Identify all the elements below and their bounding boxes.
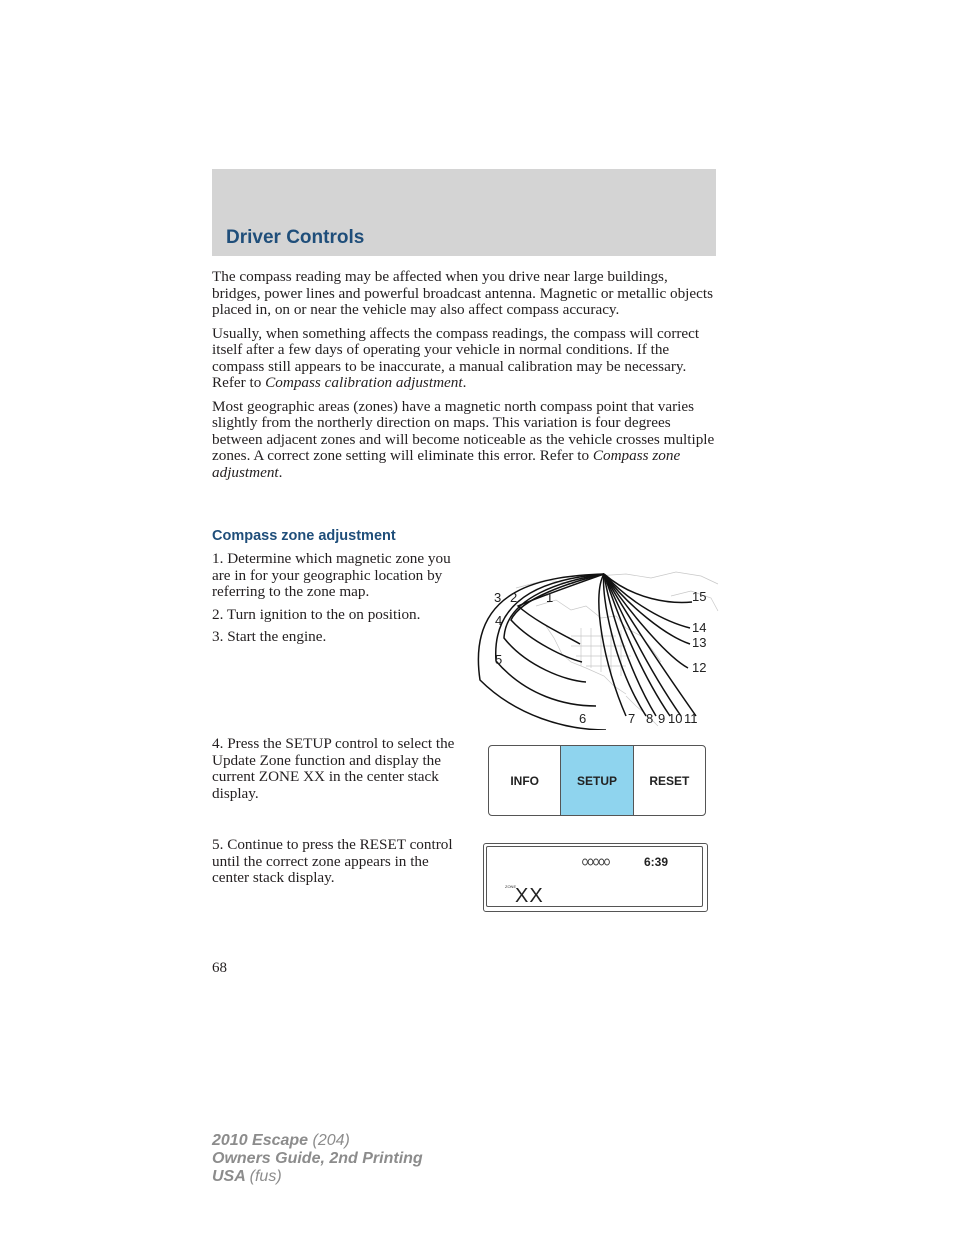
calibration-reference: Compass calibration adjustment xyxy=(265,374,463,391)
paragraph-interference: The compass reading may be affected when you drive near large buildings, bridges, power lines and powerful broadcast antenna. Magnetic or metallic objects placed in, on or near the vehicle may also affect compass accuracy. xyxy=(212,268,714,318)
steps-group-2 xyxy=(212,736,467,808)
zone-caption: ZONE xyxy=(505,884,517,889)
step-4: 4. Press the SETUP control to select the Update Zone function and display the current ZONE XX in the center stack display. xyxy=(212,735,455,802)
zone-map-figure xyxy=(476,566,720,730)
zone-label: 2 xyxy=(510,590,518,605)
control-buttons-figure xyxy=(488,745,706,816)
setup-button[interactable]: SETUP xyxy=(561,746,633,815)
step-2: 2. Turn ignition to the on position. xyxy=(212,605,421,623)
zone-label: 10 xyxy=(668,711,683,726)
display-screen xyxy=(486,846,703,907)
footer-line-3: USA (fus) xyxy=(212,1168,282,1185)
step-5: 5. Continue to press the RESET control until the correct zone appears in the center stack display. xyxy=(212,836,453,886)
zone-label: 3 xyxy=(494,590,502,605)
zone-value: XX xyxy=(515,885,544,907)
steps-group-1 xyxy=(212,551,467,652)
reset-button[interactable]: RESET xyxy=(649,773,690,788)
paragraph-calibration: Usually, when something affects the compass readings, the compass will correct itself after a few days of operating your vehicle in normal conditions. If the compass still appears to be inaccurate, a manual calibration may be necessary. Refer to Compass calibration adjustment. xyxy=(212,324,700,391)
zone-reference: Compass zone adjustment xyxy=(212,447,681,481)
center-stack-display-figure xyxy=(483,843,708,912)
paragraph-zones: Most geographic areas (zones) have a magnetic north compass point that varies slightly from the northerly direction on maps. This variation is four degrees between adjacent zones and will become noticeable as the vehicle crosses multiple zones. A correct zone setting will eliminate this error. Refer to Compass zone adjustment. xyxy=(212,397,715,481)
zone-label: 15 xyxy=(692,589,707,604)
steps-group-3 xyxy=(212,837,467,893)
zone-label: 13 xyxy=(692,635,707,650)
zone-label: 6 xyxy=(579,711,587,726)
zone-label: 11 xyxy=(684,711,698,726)
subsection-title: Compass zone adjustment xyxy=(212,528,396,544)
info-button[interactable]: INFO xyxy=(489,746,561,815)
zone-label: 4 xyxy=(495,613,503,628)
zone-label: 9 xyxy=(658,711,666,726)
intro-text xyxy=(212,269,718,488)
zone-label: 5 xyxy=(495,652,503,667)
zone-label: 12 xyxy=(692,660,707,675)
zone-label: 7 xyxy=(628,711,636,726)
zone-label: 14 xyxy=(692,620,707,635)
document-footer xyxy=(212,1132,423,1186)
signal-icon xyxy=(582,858,614,866)
zone-label: 1 xyxy=(546,590,554,605)
section-header-band xyxy=(212,169,716,256)
section-title: Driver Controls xyxy=(226,227,365,248)
clock-readout: 6:39 xyxy=(644,855,669,869)
footer-line-1: 2010 Escape (204) xyxy=(212,1132,350,1149)
step-3: 3. Start the engine. xyxy=(212,628,327,645)
control-panel xyxy=(488,745,706,816)
page-number: 68 xyxy=(212,960,227,976)
step-1: 1. Determine which magnetic zone you are in for your geographic location by referring to the zone map. xyxy=(212,550,451,600)
zone-map xyxy=(476,566,720,730)
footer-line-2: Owners Guide, 2nd Printing xyxy=(212,1150,423,1167)
zone-label: 8 xyxy=(646,711,654,726)
